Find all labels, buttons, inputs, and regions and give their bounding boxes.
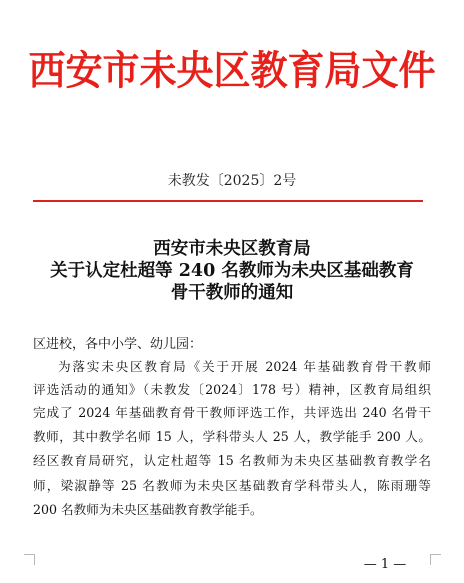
document-number: 未教发〔2025〕2号 bbox=[167, 173, 297, 189]
margin-corner-mark-left bbox=[24, 554, 35, 565]
margin-corner-mark-right bbox=[430, 554, 441, 565]
body-line: 200 名教师为未央区基础教育教学能手。 bbox=[33, 502, 263, 517]
red-divider-rule bbox=[33, 200, 423, 202]
body-line: 师，梁淑静等 25 名教师为未央区基础教育学科带头人，陈雨珊等 bbox=[33, 478, 431, 493]
salutation: 区进校，各中小学、幼儿园： bbox=[33, 337, 203, 352]
body-line: 完成了 2024 年基础教育骨干教师评选工作，共评选出 240 名骨干 bbox=[33, 405, 431, 420]
document-masthead: 西安市未央区教育局文件 bbox=[28, 46, 436, 94]
title-line-3: 骨干教师的通知 bbox=[170, 283, 294, 303]
title-line-1: 西安市未央区教育局 bbox=[153, 239, 311, 259]
body-line: 经区教育局研究，认定杜超等 15 名教师为未央区基础教育教学名 bbox=[33, 453, 431, 468]
body-line: 评选活动的通知》（未教发〔2024〕178 号）精神，区教育局组织 bbox=[33, 382, 431, 397]
document-title bbox=[0, 238, 464, 304]
page-number: — 1 — bbox=[363, 557, 407, 572]
body-line: 教师，其中教学名师 15 人，学科带头人 25 人，教学能手 200 人。 bbox=[33, 429, 431, 444]
body-line: 为落实未央区教育局《关于开展 2024 年基础教育骨干教师 bbox=[58, 359, 431, 374]
title-line-2: 关于认定杜超等 240 名教师为未央区基础教育 bbox=[50, 261, 414, 281]
